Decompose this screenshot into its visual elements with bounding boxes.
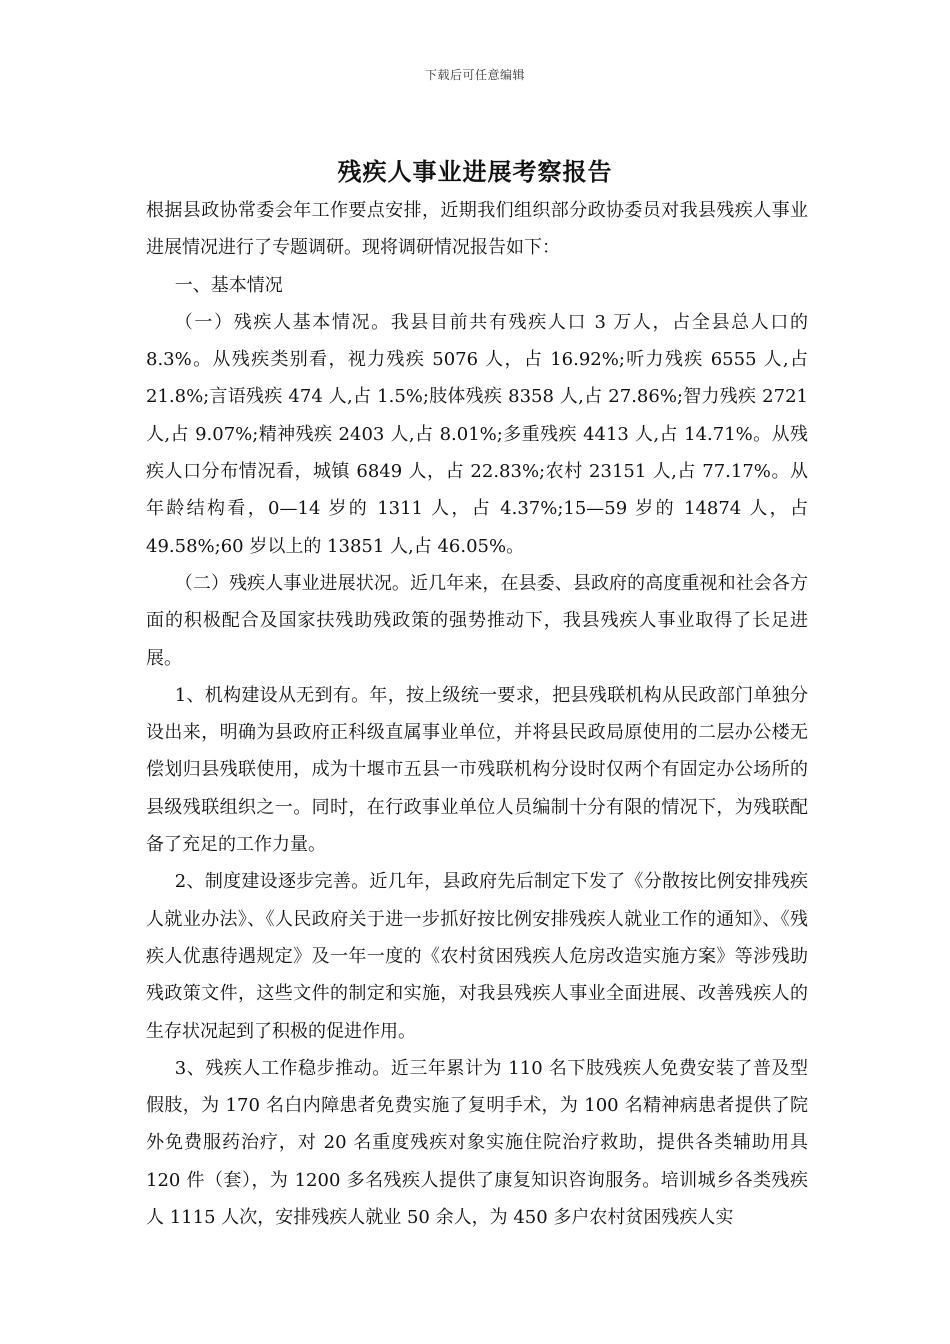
paragraph-institutions: 2、制度建设逐步完善。近几年，县政府先后制定下发了《分散按比例安排残疾人就业办法》、《人民政府关于进一步抓好按比例安排残疾人就业工作的通知》、《残疾人优惠待遇规定》及一年一度的《农村贫困残疾人危房改造实施方案》等涉残助残政策文件，这些文件的制定和实施，对我县残疾人事业全面进展、改善残疾人的生存状况起到了积极的促进作用。	[146, 871, 808, 1042]
document-body	[146, 192, 808, 1236]
header-note: 下载后可任意编辑	[424, 68, 525, 82]
paragraph-progress-status: （二）残疾人事业进展状况。近几年来，在县委、县政府的高度重视和社会各方面的积极配合及国家扶残助残政策的强势推动下，我县残疾人事业取得了长足进展。	[146, 572, 808, 669]
paragraph-basic-situation: （一）残疾人基本情况。我县目前共有残疾人口 3 万人，占全县总人口的 8.3%。从残疾类别看，视力残疾 5076 人，占 16.92%;听力残疾 6555 人,占 21.8%;言语残疾 474 人,占 1.5%;肢体残疾 8358 人,占 27.86%;智力残疾 2721 人,占 9.07%;精神残疾 2403 人,占 8.01%;多重残疾 4413 人,占 14.71%。从残疾人口分布情况看，城镇 6849 人，占 22.83%;农村 23151 人,占 77.17%。从年龄结构看，0—14 岁的 1311 人，占 4.37%;15—59 岁的 14874 人，占 49.58%;60 岁以上的 13851 人,占 46.05%。	[146, 311, 808, 557]
paragraph-organization: 1、机构建设从无到有。年，按上级统一要求，把县残联机构从民政部门单独分设出来，明确为县政府正科级直属事业单位，并将县民政局原使用的二层办公楼无偿划归县残联使用，成为十堰市五县一市残联机构分设时仅两个有固定办公场所的县级残联组织之一。同时，在行政事业单位人员编制十分有限的情况下，为残联配备了充足的工作力量。	[146, 684, 808, 856]
paragraph-work-progress: 3、残疾人工作稳步推动。近三年累计为 110 名下肢残疾人免费安装了普及型假肢，为 170 名白内障患者免费实施了复明手术，为 100 名精神病患者提供了院外免费服药治疗，对 20 名重度残疾对象实施住院治疗救助，提供各类辅助用具 120 件（套），为 1200 多名残疾人提供了康复知识咨询服务。培训城乡各类残疾人 1115 人次，安排残疾人就业 50 余人，为 450 多户农村贫困残疾人实	[146, 1057, 808, 1229]
section-heading-basic: 一、基本情况	[174, 274, 283, 296]
paragraph-intro: 根据县政协常委会年工作要点安排，近期我们组织部分政协委员对我县残疾人事业进展情况进行了专题调研。现将调研情况报告如下：	[146, 200, 808, 259]
document-title: 残疾人事业进展考察报告	[337, 157, 613, 186]
